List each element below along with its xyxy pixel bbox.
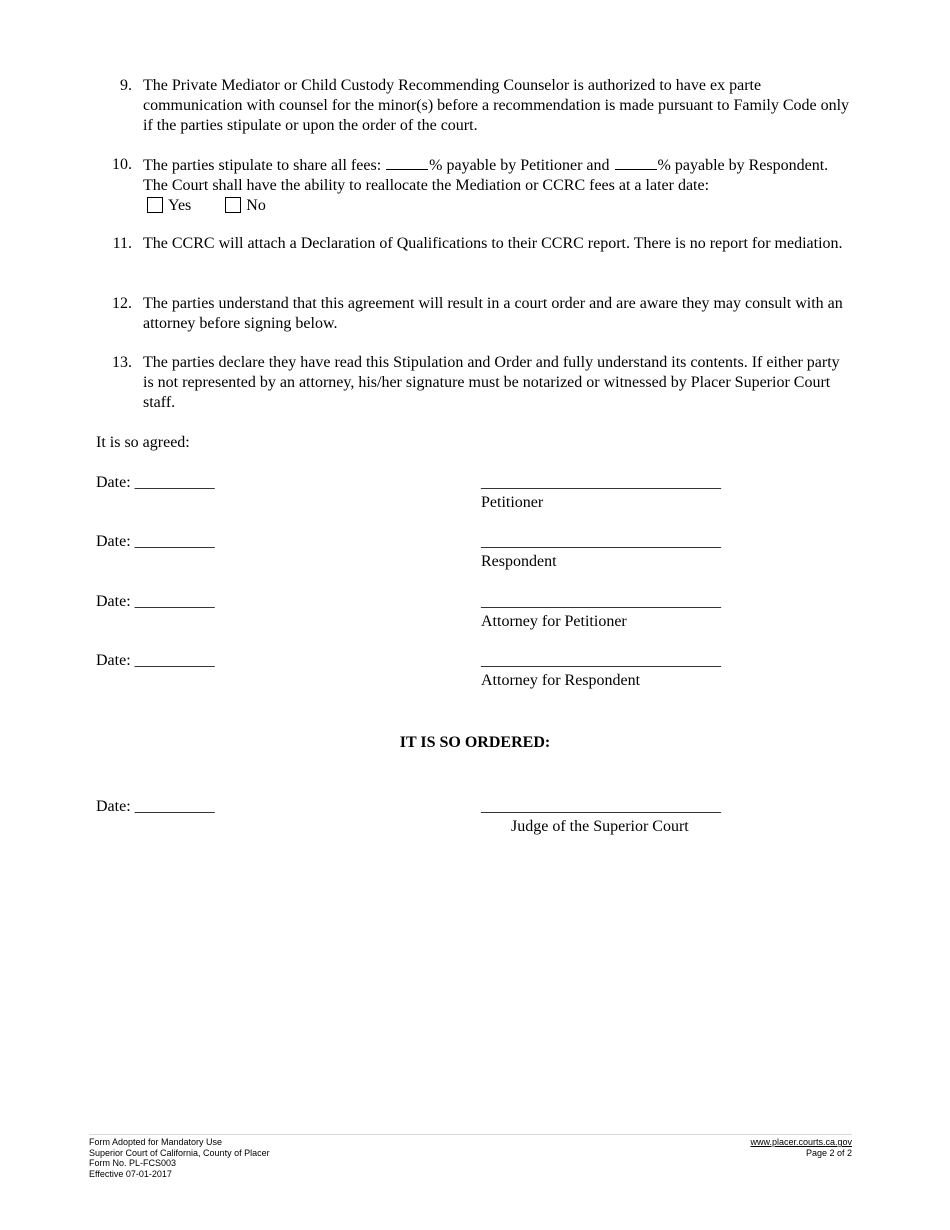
signature-row-attorney-respondent (96, 652, 856, 696)
website-link[interactable]: www.placer.courts.ca.gov (750, 1137, 852, 1147)
signature-row-attorney-petitioner (96, 593, 856, 637)
signature-role: Attorney for Respondent (481, 672, 641, 689)
signature-row-judge (96, 798, 856, 842)
item-text: The parties understand that this agreement will result in a court order and are aware they may consult with an attorney before signing below. (143, 295, 843, 332)
footer-line: Superior Court of California, County of Placer (89, 1147, 270, 1158)
signature-row-petitioner (96, 474, 856, 518)
respondent-percent-field[interactable] (615, 155, 657, 170)
yes-label: Yes (168, 197, 192, 214)
footer-form-info (89, 1137, 270, 1179)
no-checkbox[interactable] (225, 197, 241, 213)
reallocate-options (143, 196, 853, 216)
item-number: 9. (120, 77, 132, 94)
agreed-heading: It is so agreed: (96, 434, 190, 451)
signature-line[interactable]: ______________________________ (481, 652, 721, 669)
item-text: The parties declare they have read this Stipulation and Order and fully understand its contents. If either party is not represented by an attorney, his/her signature must be notarized or witnessed by Placer Superior Court staff. (143, 354, 840, 411)
footer (89, 1134, 852, 1179)
item-number: 11. (112, 235, 132, 252)
footer-line: Effective 07-01-2017 (89, 1168, 172, 1179)
item-text: The Private Mediator or Child Custody Recommending Counselor is authorized to have ex parte communication with counsel for the minor(s) before a recommendation is made pursuant to Family Code only if the parties stipulate or upon the order of the court. (143, 77, 850, 134)
date-field[interactable]: Date: __________ (96, 593, 215, 610)
signature-row-respondent (96, 533, 856, 577)
fees-text-b: % payable by Petitioner and (429, 157, 614, 174)
fees-text-a: The parties stipulate to share all fees: (143, 157, 386, 174)
signature-role: Attorney for Petitioner (481, 613, 627, 630)
judge-role: Judge of the Superior Court (511, 818, 689, 835)
footer-line: Form Adopted for Mandatory Use (89, 1137, 223, 1147)
date-field[interactable]: Date: __________ (96, 798, 215, 815)
item-text (143, 155, 853, 216)
signature-role: Petitioner (481, 494, 544, 511)
item-number: 13. (112, 354, 132, 371)
signature-role: Respondent (481, 553, 557, 570)
item-number: 10. (112, 156, 132, 173)
item-text: The CCRC will attach a Declaration of Qualifications to their CCRC report. There is no report for mediation. (143, 235, 843, 252)
signature-line[interactable]: ______________________________ (481, 533, 721, 550)
footer-right (750, 1137, 852, 1158)
signature-line[interactable]: ______________________________ (481, 593, 721, 610)
date-field[interactable]: Date: __________ (96, 474, 215, 491)
signature-line[interactable]: ______________________________ (481, 474, 721, 491)
ordered-heading: IT IS SO ORDERED: (399, 734, 551, 751)
footer-line: Form No. PL-FCS003 (89, 1158, 177, 1168)
signature-line[interactable]: ______________________________ (481, 798, 721, 815)
no-label: No (246, 197, 266, 214)
page-number: Page 2 of 2 (805, 1147, 852, 1158)
item-number: 12. (112, 295, 132, 312)
yes-checkbox[interactable] (147, 197, 163, 213)
fees-text-c: % payable by Respondent. The Court shall have the ability to reallocate the Mediation or CCRC fees at a later date: (143, 157, 829, 194)
date-field[interactable]: Date: __________ (96, 533, 215, 550)
date-field[interactable]: Date: __________ (96, 652, 215, 669)
petitioner-percent-field[interactable] (386, 155, 428, 170)
